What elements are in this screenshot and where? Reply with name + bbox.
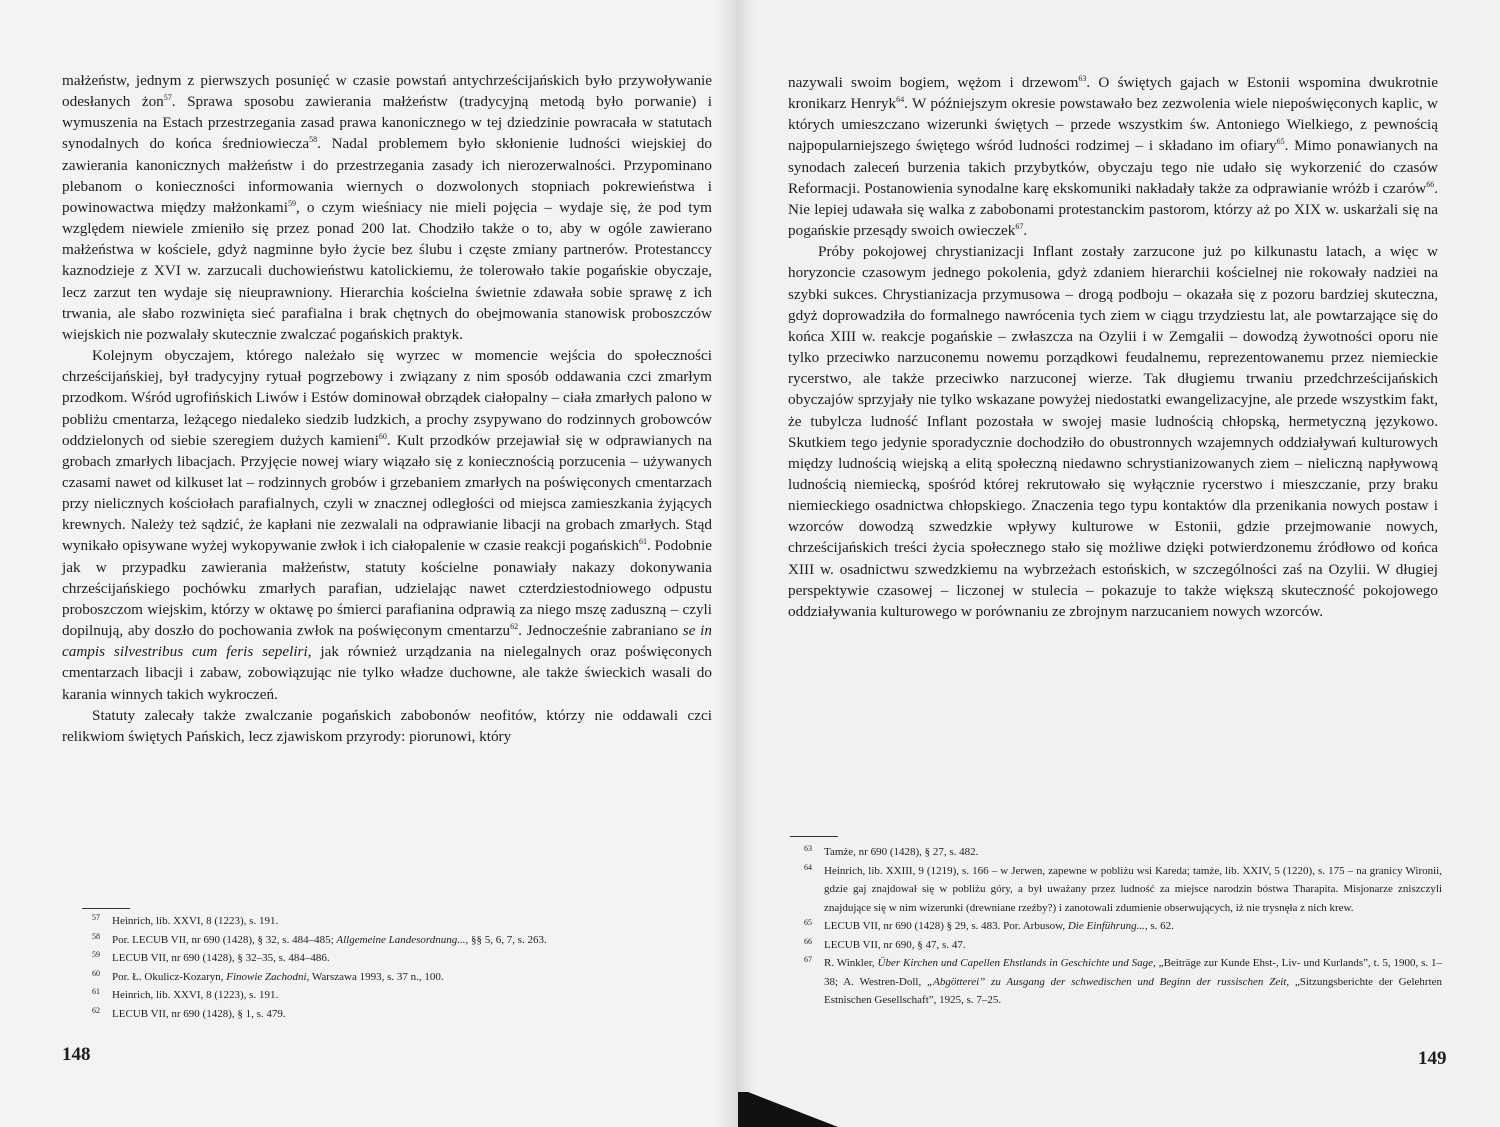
text-run: Statuty zalecały także zwalczanie pogańskich zabobonów neofitów, którzy nie oddawali czci relikwiom świętych Pańskich, lecz zjawiskom przyrody: piorunowi, który — [62, 706, 712, 745]
footnote-ref: 59 — [287, 198, 296, 208]
page-number: 148 — [62, 1044, 91, 1065]
text-run: , Warszawa 1993, s. 37 n., 100. — [306, 970, 444, 983]
text-run: . W późniejszym okresie powstawało bez zezwolenia wiele niepoświęconych kaplic, w których umieszczano wizerunki świętych – przede wszystkim św. Antoniego Wielkiego, z pewnością najpopularniejszego świętego wśród ludności rodzimej – i składano im ofiary — [788, 95, 1438, 155]
footnotes — [80, 912, 705, 1023]
text-run: Heinrich, lib. XXVI, 8 (1223), s. 191. — [112, 915, 279, 927]
footnote — [80, 986, 705, 1005]
paragraph — [788, 241, 1438, 622]
book-gutter-shadow — [715, 0, 755, 1127]
scan-edge-mark — [738, 1092, 838, 1127]
footnote-ref: 60 — [378, 431, 387, 441]
footnote-ref: 63 — [1078, 73, 1087, 83]
footnote-number: 60 — [92, 968, 100, 978]
footnote-ref: 62 — [510, 622, 519, 631]
text-run: Tamże, nr 690 (1428), § 27, s. 482. — [824, 846, 979, 858]
footnote-ref: 64 — [896, 95, 905, 105]
footnote-number: 58 — [92, 931, 100, 941]
page-number: 149 — [1418, 1048, 1447, 1069]
text-run: . — [1023, 222, 1028, 240]
footnote-number: 66 — [804, 936, 812, 946]
body-text — [788, 72, 1438, 622]
text-run: , o czym wieśniacy nie mieli pojęcia – wydaje się, że pod tym względem niewiele zmieniło się przez ponad 200 lat. Chodziło także o to, aby w ogóle zawierano małżeństwa w kościele, gdyż nagminne było życie bez ślubu i częste zmiany partnerów. Protestanccy kaznodzieje z XVI w. zarzucali duchowieństwu katolickiemu, że tolerowało takie pogańskie obyczaje, lecz zarzut ten wydaje się nieuprawniony. Hierarchia kościelna świetnie zdawała sobie sprawę z ich trwania, ale słabo rozwinięta sieć parafialna i brak chętnych do obejmowania stanowisk proboszczów wiejskich nie pozwalały skutecznie zwalczać pogańskich praktyk. — [62, 198, 712, 343]
italic-phrase: Finowie Zachodni — [226, 970, 307, 983]
text-run: Por. Ł. Okulicz-Kozaryn, — [112, 970, 227, 983]
footnote-number: 59 — [92, 950, 100, 959]
right-page — [730, 0, 1500, 1127]
footnotes — [792, 843, 1442, 1010]
text-run: . Mimo ponawianych na synodach zaleceń burzenia takich przybytków, obyczaju tego nie udało się wykorzenić do czasów Reformacji. Postanowienia synodalne karę ekskomuniki nakładały także za odprawianie wróżb i czarów — [788, 137, 1438, 197]
footnote-number: 64 — [804, 862, 812, 872]
footnote — [80, 968, 705, 987]
italic-phrase: Allgemeine Landesordnung... — [336, 933, 466, 946]
text-run: LECUB VII, nr 690 (1428), § 1, s. 479. — [112, 1007, 286, 1020]
text-run: . Nie lepiej udawała się walka z zabobonami protestanckim pastorom, którzy aż po XIX w. uskarżali się na pogańskie przesądy swoich owieczek — [788, 179, 1438, 240]
text-run: . Podobnie jak w przypadku zawierania małżeństw, statuty kościelne ponawiały nakazy dokonywania chrześcijańskiego pochówku zmarłych parafian, udzielając nawet czterdziestodniowego odpustu proboszczom wiejskim, którzy w oktawę po śmierci parafianina odprawią za niego mszę zaduszną – czyli dopilnują, aby doszło do pochowania zwłok na poświęconym cmentarzu — [62, 537, 712, 640]
italic-phrase: Über Kirchen und Capellen Ehstlands in Geschichte und Sage — [877, 957, 1154, 969]
footnote-number: 65 — [804, 918, 812, 927]
text-run: Kolejnym obyczajem, którego należało się wyrzec w momencie wejścia do społeczności chrześcijańskiej, był tradycyjny rytuał pogrzebowy i związany z nim sposób oddawania czci zmarłym przodkom. Wśród ugrofińskich Liwów i Estów dominował obrządek ciałopalny – ciała zmarłych palono w pobliżu cmentarza, leżącego niedaleko siedzib ludzkich, a prochy zsypywano do rodzinnych grobowców oddzielonych od siebie szeregiem dużych kamieni — [62, 347, 712, 449]
footnote-ref: 65 — [1276, 137, 1285, 147]
italic-phrase: „Abgötterei” zu Ausgang der schwedischen und Beginn der russischen Zeit — [927, 975, 1287, 988]
text-run: . Nadal problemem było skłonienie ludności wiejskiej do zawierania kanonicznych małżeństw i do przestrzegania zasady ich nierozerwalności. Przypominano plebanom o konieczności informowania wiernych o dozwolonych stopniach pokrewieństwa i powinowactwa między małżonkami — [62, 135, 712, 216]
paragraph — [62, 70, 712, 345]
text-run: , „Beiträge zur Kunde Ehst-, Liv- und Kurlands”, t. 5, 1900, s. 1–38; A. Westren-Doll, — [824, 957, 1442, 988]
italic-phrase: se in campis silvestribus cum feris sepeliri — [62, 622, 712, 661]
footnote-number: 63 — [804, 844, 812, 853]
text-run: . Kult przodków przejawiał się w odprawianych na grobach zmarłych libacjach. Przyjęcie nowej wiary wiązało się z koniecznością porzucenia – używanych czasami nawet od kilkuset lat – rodzinnych grobów i grzebaniem zmarłych na poświęconych cmentarzach przy nielicznych kościołach parafialnych, czyli w znacznej odległości od miejsca zamieszkania żyjących krewnych. Należy też sądzić, że kapłani nie zezwalali na odprawianie libacji na grobach zmarłych. Stąd wynikało opisywane wyżej wykopywanie zwłok i ich ciałopalenie w czasie reakcji pogańskich — [62, 431, 712, 555]
italic-phrase: Die Einführung... — [1067, 920, 1145, 932]
paragraph — [62, 705, 712, 747]
footnote-number: 57 — [92, 913, 100, 922]
footnote-number: 61 — [92, 987, 100, 996]
text-run: , §§ 5, 6, 7, s. 263. — [465, 933, 547, 946]
footnote — [792, 917, 1442, 936]
body-text — [62, 70, 712, 747]
footnote — [792, 954, 1442, 1010]
footnote-ref: 61 — [638, 537, 647, 547]
text-run: R. Winkler, — [824, 957, 878, 969]
text-run: Por. LECUB VII, nr 690 (1428), § 32, s. 484–485; — [112, 933, 337, 946]
footnote-ref: 58 — [309, 135, 318, 145]
text-run: , „Sitzungsberichte der Gelehrten Estnischen Gesellschaft”, 1925, s. 7–25. — [824, 975, 1443, 1006]
footnote — [792, 862, 1442, 918]
text-run: Heinrich, lib. XXVI, 8 (1223), s. 191. — [112, 989, 279, 1001]
footnote-ref: 67 — [1015, 222, 1024, 232]
footnote — [792, 843, 1442, 862]
text-run: . O świętych gajach w Estonii wspomina dwukrotnie kronikarz Henryk — [788, 74, 1438, 113]
footnote-rule — [790, 836, 838, 837]
footnote — [80, 912, 705, 931]
paragraph — [788, 72, 1438, 241]
footnote-ref: 57 — [163, 93, 172, 103]
text-run: , s. 62. — [1144, 920, 1174, 932]
text-run: Heinrich, lib. XXIII, 9 (1219), s. 166 – w Jerwen, zapewne w pobliżu wsi Kareda; tamże, lib. XXIV, 5 (1220), s. 175 – na granicy Wironii, gdzie gaj znajdował się w pobliżu góry, a był uważany przez ludność za miejsce narodzin bóstwa Tharapita. Misjonarze zniszczyli znajdujące się w nim wizerunki (drewniane rzeźby?) i zanotowali zdumienie obserwujących, iż nie trysnęła z nich krew. — [824, 864, 1442, 914]
text-run: LECUB VII, nr 690, § 47, s. 47. — [824, 938, 966, 951]
text-run: . Sprawa sposobu zawierania małżeństw (tradycyjną metodą było porwanie) i wymuszenia na Estach przestrzegania zasad prawa kanonicznego w tej dziedzinie powracała w statutach synodalnych do końca średniowiecza — [62, 93, 712, 153]
text-run: LECUB VII, nr 690 (1428) § 29, s. 483. Por. Arbusow, — [824, 920, 1068, 932]
footnote — [80, 949, 705, 968]
text-run: małżeństw, jednym z pierwszych posunięć w czasie powstań antychrześcijańskich było przywoływanie odesłanych żon — [62, 72, 712, 111]
footnote — [80, 1005, 705, 1024]
text-run: LECUB VII, nr 690 (1428), § 32–35, s. 484–486. — [112, 952, 330, 964]
text-run: , jak również urządzania na nielegalnych oraz poświęconych cmentarzach libacji i zabaw, zobowiązując nie tylko władze duchowne, ale także świeckich wasali do karania winnych takich wykroczeń. — [62, 643, 712, 703]
footnote-number: 62 — [92, 1005, 100, 1015]
footnote — [792, 936, 1442, 955]
paragraph — [62, 345, 712, 705]
footnote-ref: 66 — [1426, 179, 1435, 189]
text-run: . Jednocześnie zabraniano — [518, 622, 683, 640]
text-run: nazywali swoim bogiem, wężom i drzewom — [788, 74, 1079, 91]
text-run: Próby pokojowej chrystianizacji Inflant zostały zarzucone już po kilkunastu latach, a więc w horyzoncie czasowym jednego pokolenia, gdyż zdaniem hierarchii kościelnej nie rokowały nadziei na szybki sukces. Chrystianizacja przymusowa – drogą podboju – okazała się z pozoru bardziej skuteczna, gdyż doprowadziła do formalnego nawrócenia tych ziem w ciągu trzydziestu lat, ale powtarzające się do końca XIII w. reakcje pogańskie – zwłaszcza na Ozylii i w Zemgalii – dowodzą żywotności oporu nie tylko przeciwko narzuconemu nowemu porządkowi feudalnemu, reprezentowanemu przez niemieckie rycerstwo, ale także przeciwko narzuconej wierze. Tak długiemu trwaniu przedchrześcijańskich obyczajów sprzyjały nie tylko wskazane powyżej niedostatki ewangelizacyjne, ale przede wszystkim fakt, że tubylcza ludność Inflant pozostała w swojej masie ludnością chłopską, hermetyczną językowo. Skutkiem tego jedynie sporadycznie dochodziło do obustronnych wzajemnych oddziaływań kulturowych między ludnością wiejską a elitą społeczną niedawno schrystianizowanych ziem – nieliczną napływową ludnością niemiecką, spośród której rekrutowało się wyłącznie rycerstwo i mieszczanie, przy braku niemieckiego osadnictwa chłopskiego. Znaczenia tego typu kontaktów dla przenikania nowych postaw i wzorców dowodzą szwedzkie wpływy kulturowe w Estonii, gdzie przejmowanie nowych, chrześcijańskich treści życia społecznego stało się możliwe dzięki potwierdzonemu źródłowo od końca XIII w. osadnictwu szwedzkiemu na wybrzeżach estońskich, w szczególności zaś na Ozylii. W długiej perspektywie czasowej – liczonej w stulecia – pokazuje to także większą skuteczność pokojowego oddziaływania kulturowego w porównaniu ze zbrojnym narzucaniem nowych wzorców. — [788, 243, 1438, 620]
left-page — [0, 0, 730, 1127]
footnote — [80, 931, 705, 950]
footnote-number: 67 — [804, 955, 812, 964]
